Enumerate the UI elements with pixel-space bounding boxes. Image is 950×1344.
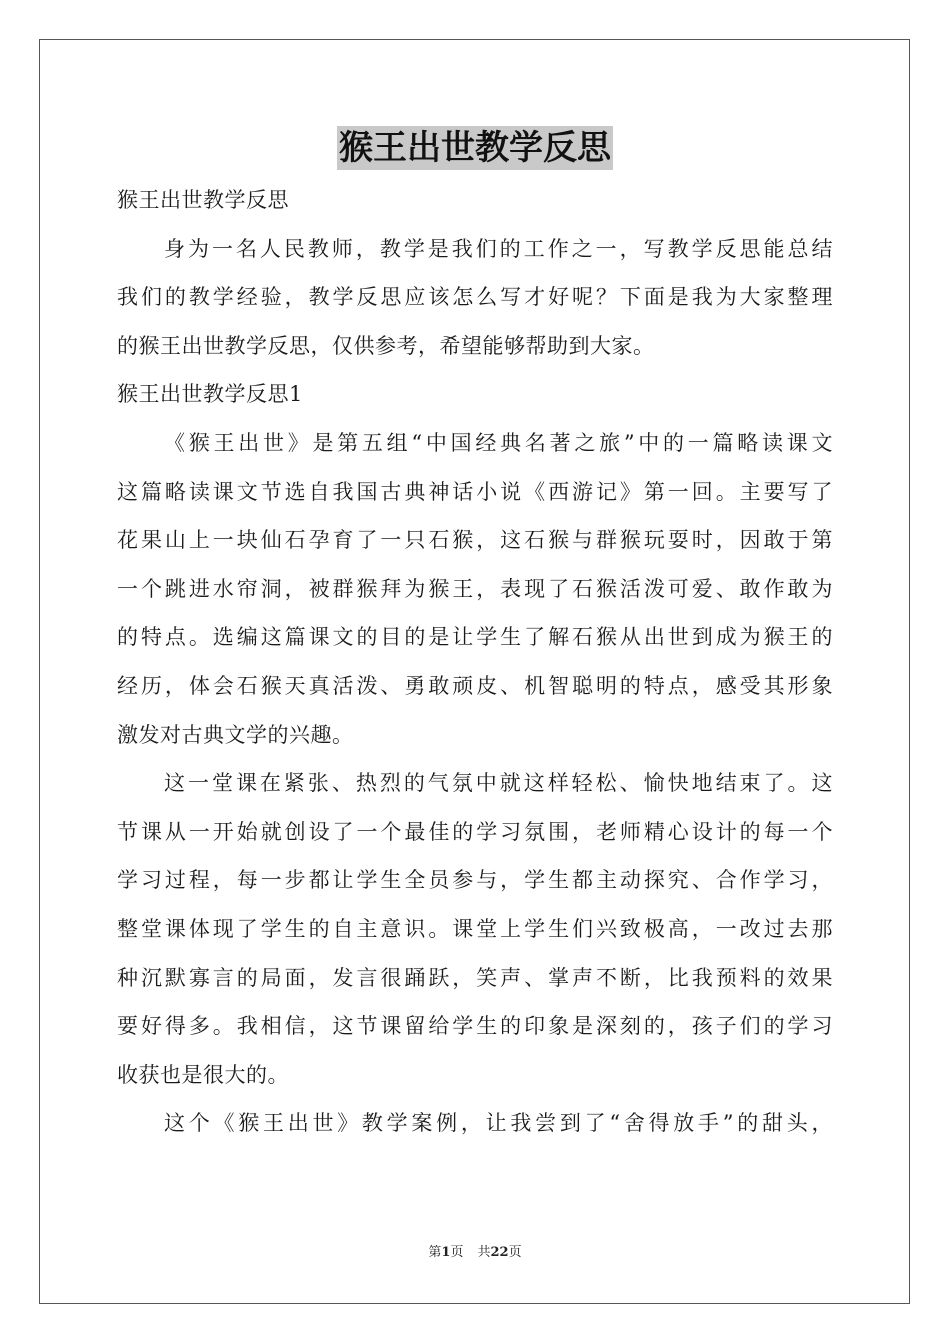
text-line: 猴王出世教学反思 xyxy=(117,188,289,212)
page-number: 1 xyxy=(441,1245,451,1260)
total-label-suffix: 页 xyxy=(508,1245,522,1260)
page-title: 猴王出世教学反思 xyxy=(339,128,611,168)
text-line: 身为一名人民教师，教学是我们的工作之一，写教学反思能总结 xyxy=(164,236,833,261)
text-line: 这一堂课在紧张、热烈的气氛中就这样轻松、愉快地结束了。这 xyxy=(164,771,833,796)
text-line: 这篇略读课文节选自我国古典神话小说《西游记》第一回。主要写了 xyxy=(117,479,833,504)
text-line: 猴王出世教学反思1 xyxy=(117,382,303,407)
text-line: 整堂课体现了学生的自主意识。课堂上学生们兴致极高，一改过去那 xyxy=(117,916,833,941)
text-line: 这个《猴王出世》教学案例，让我尝到了“舍得放手”的甜头， xyxy=(164,1111,833,1136)
text-line: 《猴王出世》是第五组“中国经典名著之旅”中的一篇略读课文 xyxy=(164,430,833,455)
text-line: 要好得多。我相信，这节课留给学生的印象是深刻的，孩子们的学习 xyxy=(117,1014,833,1039)
text-line: 的特点。选编这篇课文的目的是让学生了解石猴从出世到成为猴王的 xyxy=(117,625,833,650)
text-line: 种沉默寡言的局面，发言很踊跃，笑声、掌声不断，比我预料的效果 xyxy=(117,965,833,990)
document-body xyxy=(117,176,833,1148)
page-footer xyxy=(0,1241,950,1260)
text-line: 花果山上一块仙石孕育了一只石猴，这石猴与群猴玩耍时，因敢于第 xyxy=(117,528,833,553)
text-line: 一个跳进水帘洞，被群猴拜为猴王，表现了石猴活泼可爱、敢作敢为 xyxy=(117,576,833,601)
text-line: 节课从一开始就创设了一个最佳的学习氛围，老师精心设计的每一个 xyxy=(117,819,833,844)
title-wrap xyxy=(0,126,950,170)
text-line: 学习过程，每一步都让学生全员参与，学生都主动探究、合作学习， xyxy=(117,868,833,893)
text-line: 激发对古典文学的兴趣。 xyxy=(117,722,354,747)
page-label-prefix: 第 xyxy=(428,1245,442,1260)
text-line: 收获也是很大的。 xyxy=(117,1062,289,1087)
text-line: 经历，体会石猴天真活泼、勇敢顽皮、机智聪明的特点，感受其形象 xyxy=(117,673,833,698)
total-label-prefix: 共 xyxy=(477,1245,491,1260)
total-pages: 22 xyxy=(490,1245,509,1260)
text-line: 我们的教学经验，教学反思应该怎么写才好呢？下面是我为大家整理 xyxy=(117,285,833,310)
text-line: 的猴王出世教学反思，仅供参考，希望能够帮助到大家。 xyxy=(117,333,655,358)
page-label-suffix: 页 xyxy=(450,1245,464,1260)
